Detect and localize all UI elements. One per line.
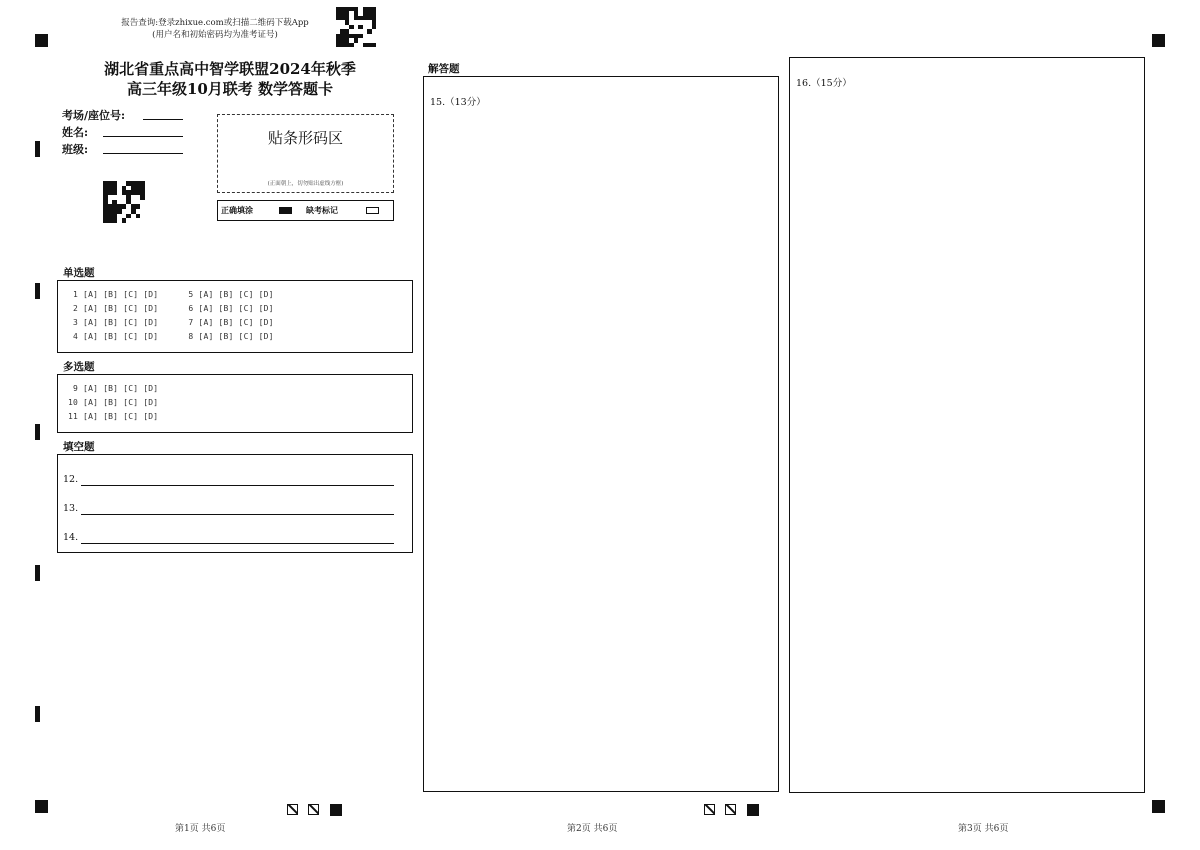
fill-legend — [217, 200, 394, 221]
corner-mark-top-left — [35, 34, 48, 47]
seat-label: 考场/座位号: — [62, 109, 126, 122]
slash-box-icon — [725, 804, 736, 815]
barcode-area-title: 贴条形码区 — [267, 129, 343, 147]
answer-section-title: 解答题 — [428, 63, 460, 75]
seat-field[interactable] — [143, 118, 183, 120]
slash-box-icon — [287, 804, 298, 815]
corner-mark-bottom-right — [1152, 800, 1165, 813]
choice-row[interactable]: 3 [A] [B] [C] [D] 7 [A] [B] [C] [D] — [68, 318, 274, 327]
single-choice-title: 单选题 — [63, 267, 95, 279]
timing-mark — [35, 565, 40, 581]
filled-square-icon — [747, 804, 759, 816]
name-field[interactable] — [103, 135, 183, 137]
page-number-1: 第1页 共6页 — [175, 824, 226, 834]
filled-square-icon — [330, 804, 342, 816]
timing-mark — [35, 141, 40, 157]
corner-mark-top-right — [1152, 34, 1165, 47]
corner-mark-bottom-left — [35, 800, 48, 813]
fill-answer-line[interactable] — [81, 543, 394, 544]
exam-title-line1: 湖北省重点高中智学联盟2024年秋季 — [104, 60, 356, 78]
report-line-1: 报告查询:登录zhixue.com或扫描二维码下载App — [121, 18, 309, 28]
fill-item-label: 13. — [63, 503, 79, 514]
choice-row[interactable]: 1 [A] [B] [C] [D] 5 [A] [B] [C] [D] — [68, 290, 274, 299]
fill-answer-line[interactable] — [81, 514, 394, 515]
choice-row[interactable]: 10 [A] [B] [C] [D] — [68, 398, 159, 407]
choice-row[interactable]: 2 [A] [B] [C] [D] 6 [A] [B] [C] [D] — [68, 304, 274, 313]
question-16-box[interactable] — [789, 57, 1145, 793]
page-number-3: 第3页 共6页 — [958, 824, 1009, 834]
correct-fill-label: 正确填涂 — [221, 206, 253, 215]
class-field[interactable] — [103, 152, 183, 154]
fill-item-label: 12. — [63, 474, 79, 485]
fill-item-label: 14. — [63, 532, 79, 543]
multi-choice-title: 多选题 — [63, 361, 95, 373]
single-choice-box — [57, 280, 413, 353]
question-15-label: 15.（13分） — [430, 97, 486, 108]
filled-square-icon — [279, 207, 292, 214]
question-15-box[interactable] — [423, 76, 779, 792]
timing-mark — [35, 283, 40, 299]
absent-mark-label: 缺考标记 — [306, 206, 338, 215]
absent-mark-box[interactable] — [366, 207, 379, 214]
exam-title-line2: 高三年级10月联考 数学答题卡 — [126, 80, 334, 98]
slash-box-icon — [308, 804, 319, 815]
timing-mark — [35, 706, 40, 722]
choice-row[interactable]: 11 [A] [B] [C] [D] — [68, 412, 159, 421]
name-label: 姓名: — [62, 126, 89, 139]
class-label: 班级: — [62, 143, 89, 156]
slash-box-icon — [704, 804, 715, 815]
question-16-label: 16.（15分） — [796, 78, 852, 89]
multi-choice-box — [57, 374, 413, 433]
barcode-area — [217, 114, 394, 193]
fill-answer-line[interactable] — [81, 485, 394, 486]
fill-blank-box — [57, 454, 413, 553]
report-query-note — [100, 17, 330, 41]
choice-row[interactable]: 4 [A] [B] [C] [D] 8 [A] [B] [C] [D] — [68, 332, 274, 341]
exam-title — [70, 59, 390, 99]
report-line-2: (用户名和初始密码均为准考证号) — [152, 30, 278, 40]
qr-code-icon — [336, 7, 376, 47]
page-number-2: 第2页 共6页 — [567, 824, 618, 834]
timing-mark — [35, 424, 40, 440]
barcode-area-note: (正面朝上，切勿贴出虚线方框) — [267, 181, 344, 187]
qr-code-icon — [103, 181, 145, 223]
fill-blank-title: 填空题 — [63, 441, 95, 453]
choice-row[interactable]: 9 [A] [B] [C] [D] — [68, 384, 159, 393]
